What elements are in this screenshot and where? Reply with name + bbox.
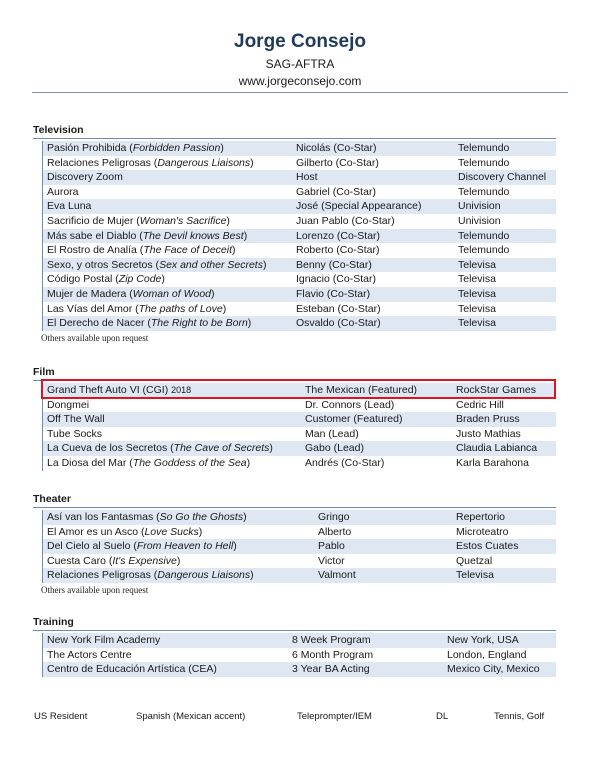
section-title: Film bbox=[33, 366, 55, 378]
credit-role: Flavio (Co-Star) bbox=[296, 287, 371, 300]
title-text: Mujer de Madera bbox=[47, 287, 127, 300]
credit-company: Televisa bbox=[458, 302, 496, 315]
header-divider bbox=[32, 92, 568, 93]
english-title: The paths of Love bbox=[138, 302, 223, 315]
credits-table bbox=[42, 633, 556, 677]
credit-company: Cedric Hill bbox=[456, 398, 504, 411]
credit-role: 6 Month Program bbox=[292, 648, 374, 661]
others-note: Others available upon request bbox=[41, 584, 149, 595]
title-text: Aurora bbox=[47, 185, 79, 198]
credit-role: Victor bbox=[318, 554, 345, 567]
section-divider bbox=[33, 507, 556, 508]
english-title: It's Expensive bbox=[112, 554, 177, 567]
credit-company: Telemundo bbox=[458, 185, 510, 198]
union-affiliation: SAG-AFTRA bbox=[265, 57, 335, 71]
credit-role: Osvaldo (Co-Star) bbox=[296, 317, 381, 330]
english-title: Forbidden Passion bbox=[132, 142, 221, 154]
credit-year: 2018 bbox=[171, 385, 192, 395]
title-text: Eva Luna bbox=[47, 200, 92, 213]
footer-sports: Tennis, Golf bbox=[494, 711, 545, 722]
credit-title bbox=[47, 662, 217, 677]
title-text: El Derecho de Nacer bbox=[47, 317, 145, 330]
title-text: Sexo, y otros Secretos bbox=[47, 258, 153, 271]
title-text: Relaciones Peligrosas bbox=[47, 156, 151, 169]
credit-role: Gabo (Lead) bbox=[305, 442, 364, 455]
credit-row bbox=[43, 427, 556, 442]
title-text: Off The Wall bbox=[47, 413, 105, 426]
credit-row bbox=[43, 662, 556, 677]
credit-row bbox=[43, 141, 556, 156]
credit-title: Así van los Fantasmas (So Go the Ghosts) bbox=[47, 511, 247, 523]
english-title: From Heaven to Hell bbox=[136, 540, 234, 553]
credit-company: Televisa bbox=[458, 273, 496, 286]
credit-company: Repertorio bbox=[456, 511, 506, 523]
credit-role: Ignacio (Co-Star) bbox=[296, 273, 376, 286]
credit-row bbox=[43, 272, 556, 287]
credit-title bbox=[47, 648, 132, 663]
credit-row bbox=[43, 258, 556, 273]
credit-role: Gilberto (Co-Star) bbox=[296, 156, 379, 169]
english-title: Zip Code bbox=[118, 273, 162, 286]
credit-company: Telemundo bbox=[458, 156, 510, 169]
title-text: La Diosa del Mar bbox=[47, 456, 127, 469]
credit-row bbox=[43, 398, 556, 413]
credit-row bbox=[43, 510, 556, 525]
credit-role: Andrés (Co-Star) bbox=[305, 456, 385, 469]
title-text: Más sabe el Diablo bbox=[47, 229, 137, 242]
title-text: Cuesta Caro bbox=[47, 554, 106, 567]
website: www.jorgeconsejo.com bbox=[238, 74, 362, 88]
credit-title bbox=[47, 398, 89, 413]
credit-title: Relaciones Peligrosas (Dangerous Liaisons) bbox=[47, 156, 254, 169]
credit-company: Microteatro bbox=[456, 525, 509, 538]
credit-row bbox=[43, 214, 556, 229]
english-title: Woman of Wood bbox=[132, 287, 211, 300]
credit-row bbox=[43, 554, 556, 569]
others-note: Others available upon request bbox=[41, 332, 149, 343]
credit-role: Pablo bbox=[318, 540, 345, 553]
credit-role: Gringo bbox=[318, 511, 350, 523]
credit-title bbox=[47, 633, 160, 648]
credit-row bbox=[43, 316, 556, 331]
title-text: The Actors Centre bbox=[47, 648, 132, 661]
credit-title: El Amor es un Asco (Love Sucks) bbox=[47, 525, 203, 538]
credit-title: La Cueva de los Secretos (The Cave of Secrets) bbox=[47, 442, 273, 455]
footer-residency: US Resident bbox=[34, 711, 88, 722]
credit-company: Telemundo bbox=[458, 142, 510, 154]
theater-section bbox=[33, 492, 556, 596]
title-text: Dongmei bbox=[47, 398, 90, 411]
english-title: The Cave of Secrets bbox=[173, 442, 270, 455]
credit-role: Juan Pablo (Co-Star) bbox=[296, 214, 395, 227]
credit-title bbox=[47, 199, 91, 214]
section-title: Training bbox=[33, 616, 74, 628]
credit-title: Pasión Prohibida (Forbidden Passion) bbox=[47, 142, 224, 154]
credit-role: Customer (Featured) bbox=[305, 413, 403, 426]
credit-role: Lorenzo (Co-Star) bbox=[296, 229, 381, 242]
credit-row bbox=[43, 456, 556, 471]
credit-row bbox=[43, 525, 556, 540]
title-text: Tube Socks bbox=[47, 427, 103, 440]
television-section bbox=[33, 123, 556, 344]
title-text: Código Postal bbox=[47, 273, 113, 286]
credit-company: Braden Pruss bbox=[456, 413, 520, 426]
credit-role: 8 Week Program bbox=[292, 634, 371, 646]
credits-table bbox=[42, 141, 556, 331]
credit-title: Mujer de Madera (Woman of Wood) bbox=[47, 287, 215, 300]
credit-role: Man (Lead) bbox=[305, 427, 359, 440]
title-text: El Rostro de Analía bbox=[47, 244, 137, 257]
english-title: Dangerous Liaisons bbox=[157, 569, 251, 582]
title-text: Discovery Zoom bbox=[47, 171, 123, 184]
credit-row bbox=[43, 185, 556, 200]
title-text: La Cueva de los Secretos bbox=[47, 442, 168, 455]
credit-row bbox=[43, 243, 556, 258]
title-text: Las Vías del Amor bbox=[47, 302, 133, 315]
credit-role: José (Special Appearance) bbox=[296, 200, 422, 213]
english-title: The Goddess of the Sea bbox=[132, 456, 247, 469]
title-text: Sacrificio de Mujer bbox=[47, 214, 134, 227]
credit-title: Del Cielo al Suelo (From Heaven to Hell) bbox=[47, 540, 237, 553]
english-title: The Face of Deceit bbox=[143, 244, 233, 257]
credit-company: Karla Barahona bbox=[456, 456, 529, 469]
credit-row bbox=[43, 302, 556, 317]
credit-role: Valmont bbox=[318, 569, 356, 582]
credit-title: Relaciones Peligrosas (Dangerous Liaisons) bbox=[47, 569, 254, 582]
footer-language: Spanish (Mexican accent) bbox=[136, 711, 246, 722]
credit-row bbox=[43, 568, 556, 583]
credit-company: Discovery Channel bbox=[458, 171, 547, 184]
credit-company: Televisa bbox=[458, 317, 496, 330]
section-divider bbox=[33, 630, 556, 631]
credit-role: Alberto bbox=[318, 525, 352, 538]
credit-role: 3 Year BA Acting bbox=[292, 663, 370, 676]
title-text: Grand Theft Auto VI (CGI) bbox=[47, 384, 169, 396]
credit-row bbox=[43, 287, 556, 302]
credit-company: Univision bbox=[458, 214, 501, 227]
training-section bbox=[33, 615, 556, 677]
footer-teleprompter: Teleprompter/IEM bbox=[297, 711, 372, 722]
credit-company: Televisa bbox=[456, 569, 494, 582]
english-title: Love Sucks bbox=[144, 525, 199, 538]
credit-role: Roberto (Co-Star) bbox=[296, 244, 380, 257]
credit-company: Estos Cuates bbox=[456, 540, 519, 553]
credit-role: Dr. Connors (Lead) bbox=[305, 398, 395, 411]
credit-company: Televisa bbox=[458, 258, 496, 271]
english-title: Sex and other Secrets bbox=[159, 258, 263, 271]
resume-header bbox=[0, 30, 600, 90]
credit-company: Televisa bbox=[458, 287, 496, 300]
english-title: The Devil knows Best bbox=[142, 229, 244, 242]
credit-row bbox=[43, 170, 556, 185]
credit-row bbox=[43, 412, 556, 427]
credit-company: Telemundo bbox=[458, 229, 510, 242]
credit-company: Claudia Labianca bbox=[456, 442, 538, 455]
section-divider bbox=[33, 138, 556, 139]
credit-title bbox=[47, 412, 105, 427]
credit-company: Univision bbox=[458, 200, 501, 213]
credit-row bbox=[43, 156, 556, 171]
credit-row bbox=[43, 229, 556, 244]
credit-title: Código Postal (Zip Code) bbox=[47, 273, 165, 286]
credit-row bbox=[43, 633, 556, 648]
credits-table bbox=[42, 510, 556, 583]
highlight-box bbox=[41, 379, 556, 399]
credit-company: New York, USA bbox=[447, 634, 519, 646]
credit-company: Quetzal bbox=[456, 554, 493, 567]
credit-company: RockStar Games bbox=[456, 384, 536, 396]
footer-license: DL bbox=[436, 711, 449, 722]
credit-title: Sacrificio de Mujer (Woman's Sacrifice) bbox=[47, 214, 230, 227]
credit-title: El Rostro de Analía (The Face of Deceit) bbox=[47, 244, 236, 257]
credit-role: Gabriel (Co-Star) bbox=[296, 185, 376, 198]
credit-company: Justo Mathias bbox=[456, 427, 521, 440]
title-text: Centro de Educación Artística (CEA) bbox=[47, 663, 217, 676]
credit-title: Más sabe el Diablo (The Devil knows Best) bbox=[47, 229, 248, 242]
title-text: Del Cielo al Suelo bbox=[47, 540, 131, 553]
credit-title: Cuesta Caro (It's Expensive) bbox=[47, 554, 181, 567]
credit-title: Sexo, y otros Secretos (Sex and other Secrets) bbox=[47, 258, 267, 271]
english-title: The Right to be Born bbox=[150, 317, 248, 330]
credit-role: Esteban (Co-Star) bbox=[296, 302, 381, 315]
actor-name: Jorge Consejo bbox=[234, 31, 366, 52]
credit-role: Nicolás (Co-Star) bbox=[296, 142, 377, 154]
credit-title bbox=[47, 185, 79, 200]
credit-company: London, England bbox=[447, 648, 527, 661]
title-text: Relaciones Peligrosas bbox=[47, 569, 151, 582]
credit-role: Benny (Co-Star) bbox=[296, 258, 372, 271]
credit-title: El Derecho de Nacer (The Right to be Born) bbox=[47, 317, 252, 330]
english-title: Woman's Sacrifice bbox=[139, 214, 227, 227]
credit-role: The Mexican (Featured) bbox=[305, 384, 418, 396]
section-title: Television bbox=[33, 124, 84, 136]
section-title: Theater bbox=[33, 493, 71, 505]
credit-role: Host bbox=[296, 171, 318, 184]
title-text: Así van los Fantasmas bbox=[47, 511, 154, 523]
credit-company: Telemundo bbox=[458, 244, 510, 257]
credit-title bbox=[47, 170, 123, 185]
title-text: New York Film Academy bbox=[47, 634, 161, 646]
credit-row bbox=[43, 539, 556, 554]
english-title: So Go the Ghosts bbox=[159, 511, 244, 523]
credit-title bbox=[47, 427, 102, 442]
credit-title: Las Vías del Amor (The paths of Love) bbox=[47, 302, 227, 315]
credit-row bbox=[43, 199, 556, 214]
credit-row bbox=[43, 648, 556, 663]
credit-row bbox=[43, 441, 556, 456]
credit-company: Mexico City, Mexico bbox=[447, 663, 540, 676]
title-text: Pasión Prohibida bbox=[47, 142, 127, 154]
credit-title: La Diosa del Mar (The Goddess of the Sea) bbox=[47, 456, 251, 469]
title-text: El Amor es un Asco bbox=[47, 525, 139, 538]
english-title: Dangerous Liaisons bbox=[157, 156, 251, 169]
